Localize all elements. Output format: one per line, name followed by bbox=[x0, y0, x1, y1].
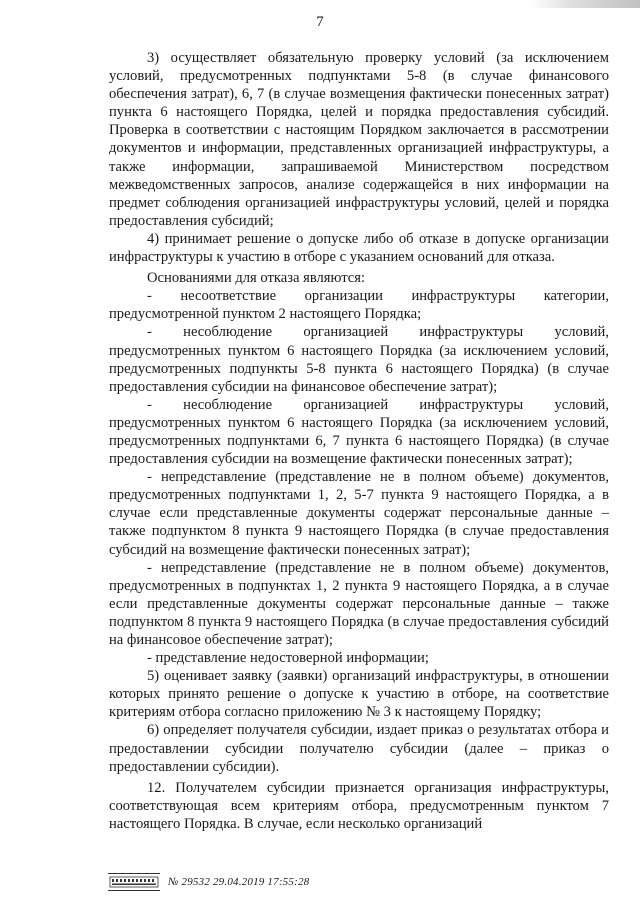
paragraph-ground-category: - несоответствие организации инфраструктуры категории, предусмотренной пунктом 2 настоящего Порядка; bbox=[109, 288, 609, 323]
paragraph-ground-false-info: - представление недостоверной информации; bbox=[147, 650, 429, 667]
page-number: 7 bbox=[316, 14, 324, 30]
document-registration-id: № 29532 29.04.2019 17:55:28 bbox=[168, 876, 310, 888]
scan-edge-mark bbox=[530, 0, 640, 8]
paragraph-item-4: 4) принимает решение о допуске либо об отказе в допуске организации инфраструктуры к участию в отборе с указанием оснований для отказа. bbox=[109, 230, 609, 266]
paragraph-item-5: 5) оценивает заявку (заявки) организаций инфраструктуры, в отношении которых принято решение о допуске к участию в отборе, на соответствие критериям отбора согласно приложению № 3 к настоящему Порядку; bbox=[109, 668, 609, 721]
paragraph-grounds-intro: Основаниями для отказа являются: bbox=[147, 270, 366, 287]
paragraph-ground-financing: - несоблюдение организацией инфраструктуры условий, предусмотренных пунктом 6 настоящего Порядка (за исключением условий, предусмотренных подпункты 5-8 пункта 6 настоящего Порядка) (в случае предоставления субсидии на финансовое обеспечение затрат); bbox=[109, 324, 609, 395]
registry-stamp-graphic bbox=[109, 875, 159, 889]
paragraph-ground-docs-reimbursement: - непредставление (представление не в полном объеме) документов, предусмотренных подпунктами 1, 2, 5-7 пункта 9 настоящего Порядка, а в случае если представленные документы содержат персональные данные – также подпунктом 8 пункта 9 настоящего Порядка (в случае предоставления субсидий на возмещение фактически понесенных затрат); bbox=[109, 469, 609, 558]
registry-stamp-icon bbox=[108, 873, 160, 891]
paragraph-section-12: 12. Получателем субсидии признается организация инфраструктуры, соответствующая всем критериям отбора, предусмотренным пунктом 7 настоящего Порядка. В случае, если несколько организаций bbox=[109, 779, 609, 832]
paragraph-ground-docs-financing: - непредставление (представление не в полном объеме) документов, предусмотренных в подпунктах 1, 2 пункта 9 настоящего Порядка, а в случае если представленные документы содержат персональные данные – также подпунктом 8 пункта 9 настоящего Порядка (в случае предоставления субсидий на финансовое обеспечение затрат); bbox=[109, 559, 609, 648]
paragraph-ground-reimbursement: - несоблюдение организацией инфраструктуры условий, предусмотренных пунктом 6 настоящего Порядка (за исключением условий, предусмотренных подпунктами 6, 7 пункта 6 настоящего Порядка) (в случае предоставления субсидии на возмещение фактически понесенных затрат); bbox=[109, 396, 609, 468]
paragraph-item-6: 6) определяет получателя субсидии, издает приказ о результатах отбора и предоставлении субсидии получателю субсидии (далее – приказ о предоставлении субсидии). bbox=[109, 722, 609, 775]
document-body bbox=[109, 49, 609, 833]
footer bbox=[108, 872, 309, 892]
paragraph-item-3: 3) осуществляет обязательную проверку условий (за исключением условий, предусмотренных подпунктами 5-8 (в случае финансового обеспечения затрат), 6, 7 (в случае возмещения фактически понесенных затрат) пункта 6 настоящего Порядка, целей и порядка предоставления субсидий. Проверка в соответствии с настоящим Порядком заключается в рассмотрении документов и информации, представленных организацией инфраструктуры, а также информации, запрашиваемой Министерством посредством межведомственных запросов, анализе содержащейся в них информации на предмет соблюдения организацией инфраструктуры условий, целей и порядка предоставления субсидий; bbox=[109, 50, 609, 229]
